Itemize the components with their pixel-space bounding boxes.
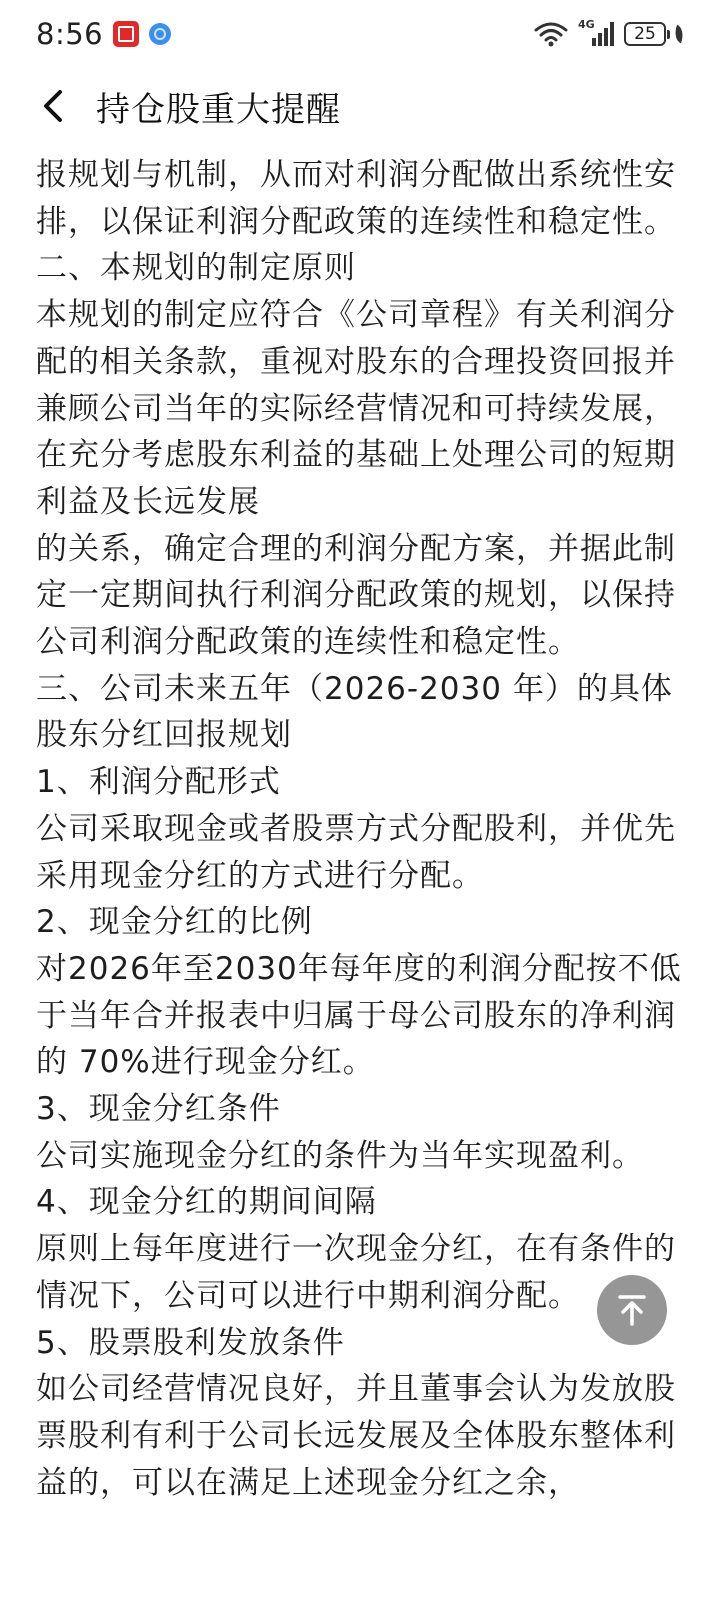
paragraph: 公司实施现金分红的条件为当年实现盈利。 [36,1137,644,1174]
paragraph: 报规划与机制，从而对利润分配做出系统性安排，以保证利润分配政策的连续性和稳定性。 [36,157,676,240]
eco-leaf-icon [672,25,687,43]
subsection-heading: 5、股票股利发放条件 [36,1324,345,1361]
signal-icon [578,20,614,48]
battery-level: 25 [624,22,666,46]
status-time: 8:56 [36,17,104,51]
app-notification-icon [113,21,139,47]
paragraph: 本规划的制定应符合《公司章程》有关利润分配的相关条款，重视对股东的合理投资回报并兼顾公司当年的实际经营情况和可持续发展，在充分考虑股东利益的基础上处理公司的短期利益及长远发展 [36,297,676,520]
section-heading: 三、公司未来五年（2026-2030 年）的具体股东分红回报规划 [36,670,673,754]
page-title: 持仓股重大提醒 [96,89,341,130]
back-to-top-button[interactable] [597,1275,667,1345]
paragraph: 的关系，确定合理的利润分配方案，并据此制定一定期间执行利润分配政策的规划，以保持公司利润分配政策的连续性和稳定性。 [36,530,676,661]
arrow-up-to-top-icon [612,1290,652,1330]
back-button[interactable] [18,68,88,144]
paragraph: 对2026年至2030年每年度的利润分配按不低于当年合并报表中归属于母公司股东的净利润的 70%进行现金分红。 [36,950,682,1081]
network-type: 4G [578,18,595,31]
chevron-left-icon [38,86,68,126]
status-left [36,17,171,51]
wifi-icon [534,21,568,47]
subsection-heading: 4、现金分红的期间间隔 [36,1184,377,1221]
subsection-heading: 3、现金分红条件 [36,1091,281,1128]
status-right [534,20,684,48]
paragraph: 如公司经营情况良好，并且董事会认为发放股票股利有利于公司长远发展及全体股东整体利益的，可以在满足上述现金分红之余， [36,1371,676,1501]
subsection-heading: 1、利润分配形式 [36,764,281,801]
paragraph: 公司采取现金或者股票方式分配股利，并优先采用现金分红的方式进行分配。 [36,810,676,894]
globe-icon [149,23,171,45]
section-heading: 二、本规划的制定原则 [36,250,356,287]
header [0,68,720,144]
paragraph: 原则上每年度进行一次现金分红，在有条件的情况下，公司可以进行中期利润分配。 [36,1231,676,1314]
status-bar [0,0,720,68]
article-body [36,152,688,1506]
subsection-heading: 2、现金分红的比例 [36,904,313,941]
battery-icon [624,22,684,46]
